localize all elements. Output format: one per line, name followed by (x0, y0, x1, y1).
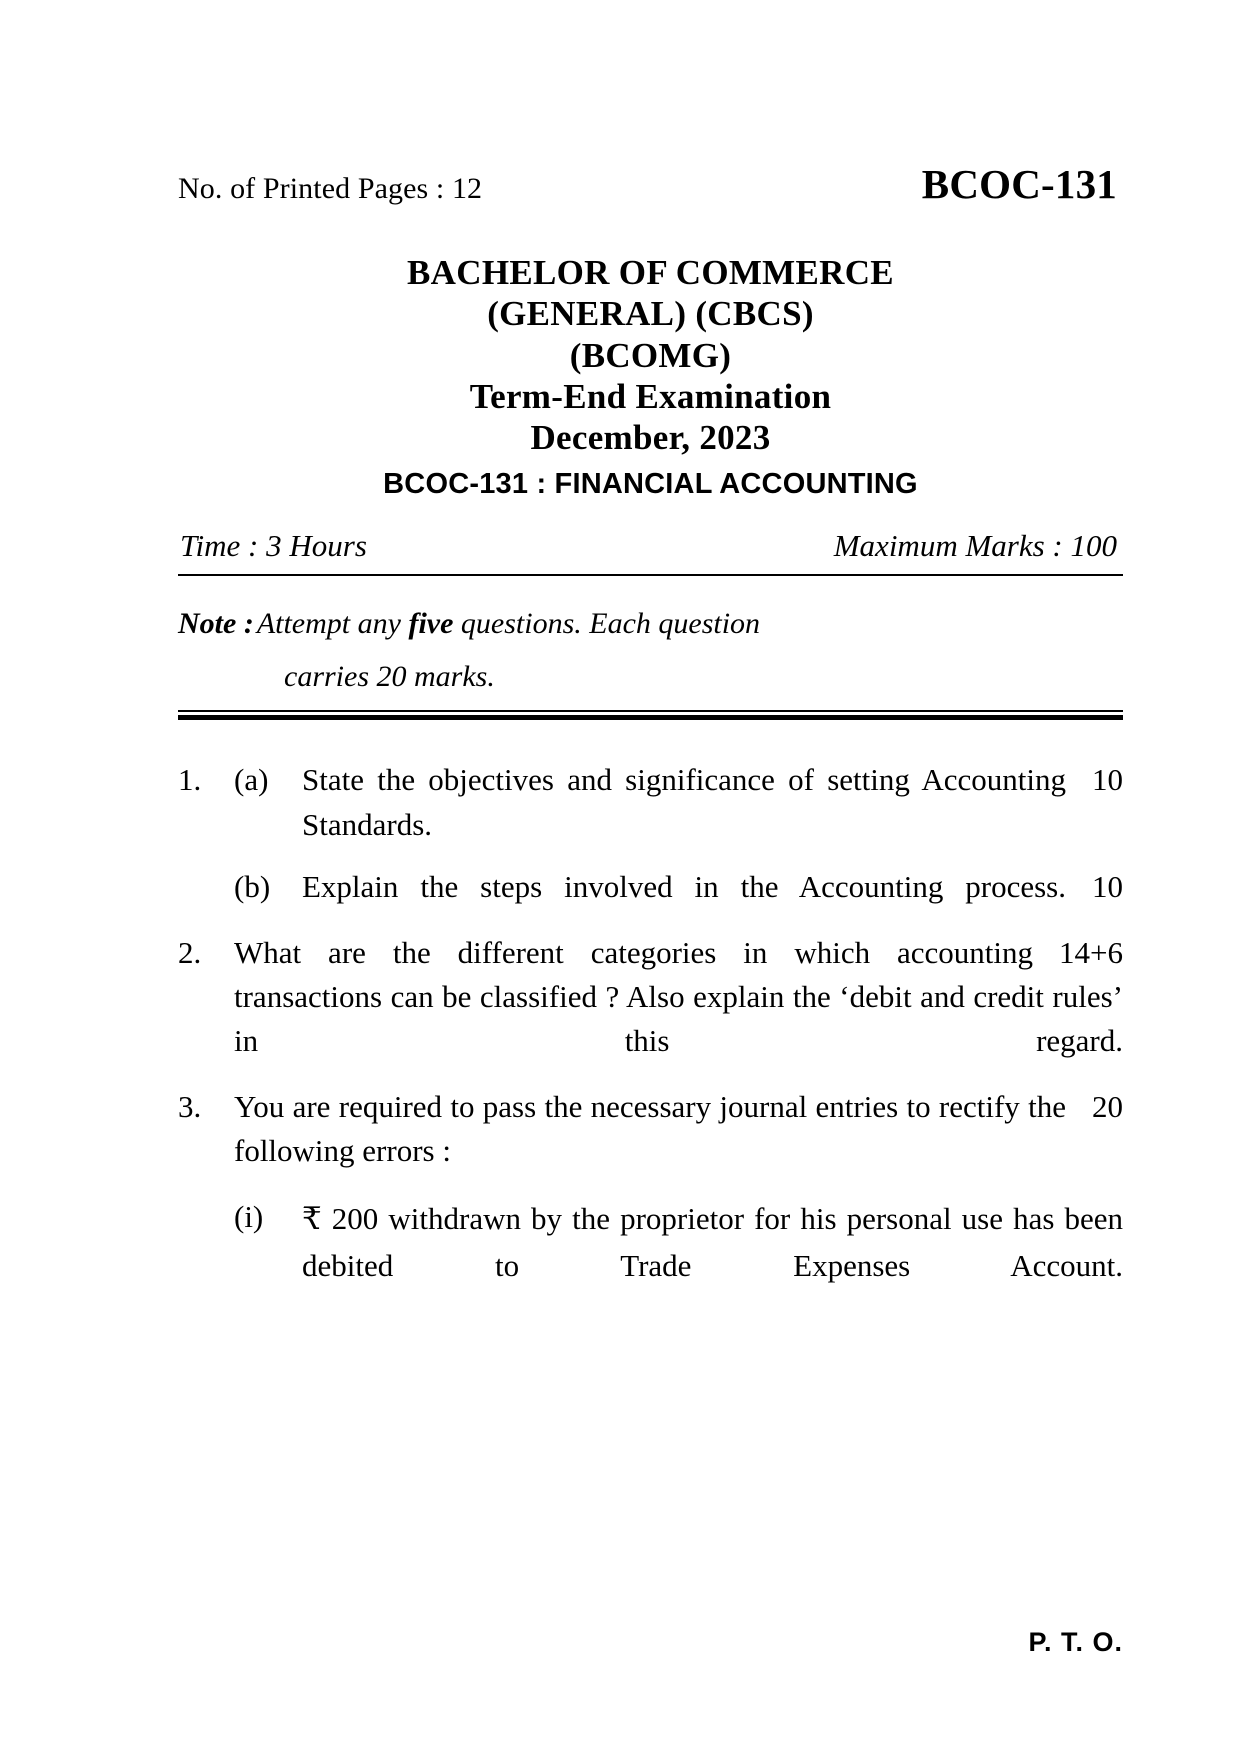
printed-pages-label: No. of Printed Pages : 12 (178, 172, 483, 205)
question-text: Explain the steps involved in the Accounting process. (302, 868, 1066, 904)
note-text-tail: carries 20 marks. (284, 660, 495, 694)
programme-title-line-2: (GENERAL) (CBCS) (487, 294, 814, 334)
question-sub-label: (a) (234, 762, 269, 798)
question-body (234, 1085, 1123, 1173)
question-text-wrap (302, 865, 1123, 909)
note-label: Note : (178, 606, 254, 640)
examination-session: December, 2023 (530, 418, 771, 458)
page-header (178, 160, 1123, 208)
question-item (178, 758, 1123, 846)
question-text: What are the different categories in which accounting transactions can be classified ? Also explain the ‘debit and credit rules’ in this regard. (234, 934, 1123, 1058)
question-body (234, 931, 1123, 1063)
question-text-wrap (234, 1085, 1123, 1173)
note-text-after: questions. Each question (453, 606, 761, 640)
question-text-wrap (234, 931, 1123, 1063)
note-block (178, 597, 1123, 650)
question-body (302, 1195, 1123, 1290)
title-block (178, 252, 1123, 502)
question-body (302, 758, 1123, 846)
question-text: State the objectives and significance of setting Accounting Standards. (302, 762, 1066, 842)
meta-divider (178, 574, 1123, 576)
note-text-emphasis: five (408, 606, 454, 640)
question-marks: 10 (1092, 868, 1123, 904)
question-number: 3. (178, 1088, 202, 1124)
question-item (178, 931, 1123, 1063)
note-divider-thick (178, 715, 1123, 720)
question-marks: 10 (1092, 762, 1123, 798)
programme-title-line-1: BACHELOR OF COMMERCE (407, 253, 894, 292)
question-item (178, 865, 1123, 909)
note-text (256, 597, 1123, 650)
exam-meta-row (178, 528, 1123, 564)
question-body (302, 865, 1123, 909)
question-number: 1. (178, 762, 202, 798)
programme-title-line-3: (BCOMG) (569, 335, 732, 375)
question-sub-label: (b) (234, 868, 271, 904)
examination-type: Term-End Examination (469, 376, 832, 416)
question-text: You are required to pass the necessary journal entries to rectify the following errors : (234, 1088, 1066, 1168)
question-text-wrap (302, 1195, 1123, 1290)
subject-title: BCOC-131 : FINANCIAL ACCOUNTING (383, 468, 918, 501)
questions-list (178, 758, 1123, 1290)
question-number: 2. (178, 934, 202, 970)
maximum-marks: Maximum Marks : 100 (833, 527, 1117, 563)
question-item (178, 1195, 1123, 1290)
question-text: ₹ 200 withdrawn by the proprietor for his personal use has been debited to Trade Expenses Account. (302, 1200, 1123, 1284)
question-number (178, 1195, 234, 1290)
note-text-before: Attempt any (256, 606, 409, 640)
note-divider (178, 710, 1123, 720)
question-marks: 20 (1092, 1088, 1123, 1124)
question-text-wrap (302, 758, 1123, 846)
pto-footer: P. T. O. (1028, 1627, 1123, 1657)
question-number (178, 865, 234, 909)
question-item (178, 1085, 1123, 1173)
question-sub-label: (i) (234, 1198, 264, 1234)
question-marks: 14+6 (1059, 934, 1123, 970)
time-allowed: Time : 3 Hours (180, 527, 367, 563)
course-code: BCOC-131 (921, 161, 1117, 207)
